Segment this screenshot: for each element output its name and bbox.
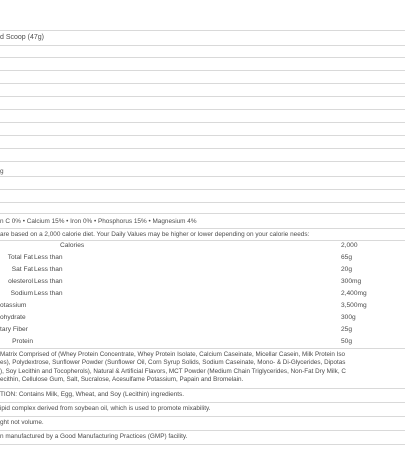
divider: [0, 30, 405, 31]
dv-row-value: 3,500mg: [341, 302, 367, 309]
divider: [0, 228, 405, 229]
dv-row-label: tary Fiber: [0, 326, 28, 333]
divider: [0, 388, 405, 389]
dv-row-value: 2,400mg: [341, 290, 367, 297]
dv-row-label: Total Fat: [7, 254, 33, 261]
footnote: ght not volume.: [0, 419, 44, 426]
allergen-statement: TION: Contains Milk, Egg, Wheat, and Soy (Lecithin) ingredients.: [0, 391, 184, 398]
divider: [0, 109, 405, 110]
dv-row-label: ohydrate: [0, 314, 26, 321]
ingredients-line: ecithin, Cellulose Gum, Salt, Sucralose, Acesulfame Potassium, Papain and Bromelain.: [0, 376, 244, 384]
dv-row: [0, 325, 405, 335]
dv-row-value: 25g: [341, 326, 353, 333]
divider: [0, 57, 405, 58]
dv-row: [0, 337, 405, 347]
dv-row-value: 65g: [341, 254, 353, 261]
divider: [0, 45, 405, 46]
footnote: n manufactured by a Good Manufacturing Practices (GMP) facility.: [0, 433, 188, 440]
dv-row-value: 20g: [341, 266, 353, 273]
divider: [0, 148, 405, 149]
divider: [0, 70, 405, 71]
dv-row-label: Sat Fat: [11, 266, 33, 273]
divider: [0, 430, 405, 431]
ingredients-line: ), Soy Lecithin and Tocopherols), Natural & Artificial Flavors, MCT Powder (Medium Chain Triglycerides, Non-Fat Dry Milk, C: [0, 367, 346, 375]
divider: [0, 416, 405, 417]
divider: [0, 161, 405, 162]
dv-row-label: otassium: [0, 302, 27, 309]
daily-value-note: are based on a 2,000 calorie diet. Your Daily Values may be higher or lower depending on your calorie needs:: [0, 231, 310, 238]
dv-row-comparison: Less than: [34, 254, 63, 261]
divider: [0, 213, 405, 214]
serving-size: d Scoop (47g): [0, 34, 44, 41]
divider: [0, 402, 405, 403]
dv-row: [0, 253, 405, 263]
ingredients-line: es), Polydextrose, Sunflower Powder (Sunflower Oil, Corn Syrup Solids, Sodium Caseinate, Mono- & Di-Glycerides, Dipotas: [0, 359, 346, 367]
dv-header-label: Calories: [60, 242, 85, 249]
dv-row-label: Protein: [12, 338, 33, 345]
dv-header-value: 2,000: [341, 242, 358, 249]
ingredients: [0, 351, 405, 385]
divider: [0, 122, 405, 123]
footnote: ipid complex derived from soybean oil, which is used to promote mixability.: [0, 405, 211, 412]
dv-row-label: Sodium: [10, 290, 33, 297]
dv-row: [0, 277, 405, 287]
dv-row-value: 300mg: [341, 278, 362, 285]
divider: [0, 444, 405, 445]
dv-row-label: olesterol: [8, 278, 33, 285]
divider: [0, 348, 405, 349]
nutrient-row-fragment: g: [0, 168, 4, 175]
dv-header-row: [0, 241, 405, 251]
dv-row-value: 300g: [341, 314, 356, 321]
vitamins-minerals: n C 0% • Calcium 15% • Iron 0% • Phosphorus 15% • Magnesium 4%: [0, 218, 197, 225]
dv-row: [0, 301, 405, 311]
dv-row: [0, 289, 405, 299]
divider: [0, 189, 405, 190]
dv-row-comparison: Less than: [34, 266, 63, 273]
divider: [0, 176, 405, 177]
ingredients-line: Matrix Comprised of (Whey Protein Concentrate, Whey Protein Isolate, Calcium Caseinate, Micellar Casein, Milk Protein Iso: [0, 351, 346, 358]
dv-row-value: 50g: [341, 338, 353, 345]
divider: [0, 202, 405, 203]
divider: [0, 83, 405, 84]
dv-row-comparison: Less than: [34, 278, 63, 285]
dv-row: [0, 265, 405, 275]
dv-row: [0, 313, 405, 323]
divider: [0, 96, 405, 97]
divider: [0, 135, 405, 136]
dv-row-comparison: Less than: [34, 290, 63, 297]
